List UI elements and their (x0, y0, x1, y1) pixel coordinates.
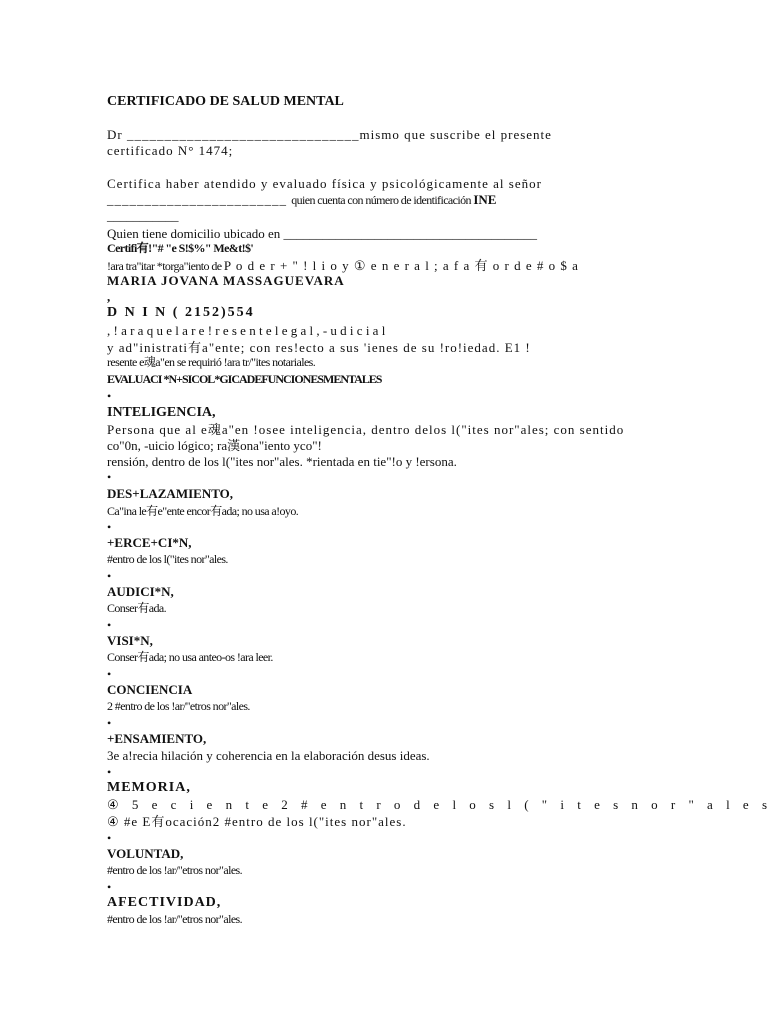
bullet: • (107, 716, 112, 730)
section-text: #entro de los !ar/"etros nor"ales. (107, 912, 243, 926)
para-line-1 (107, 258, 668, 274)
intro-line-1: Dr _______________________________mismo que suscribe el presente (107, 127, 552, 142)
bullet: • (107, 569, 112, 583)
document-title: CERTIFICADO DE SALUD MENTAL (107, 94, 344, 109)
section-heading: MEMORIA, (107, 780, 191, 795)
section-heading: +ERCE+CI*N, (107, 535, 192, 550)
section-heading: +ENSAMIENTO, (107, 731, 207, 746)
bullet: • (107, 618, 112, 632)
bullet: • (107, 389, 112, 403)
certifica-line-2 (107, 192, 668, 208)
bullet: • (107, 880, 112, 894)
bullet: • (107, 765, 112, 779)
section-text: Persona que al e魂a"en !osee inteligencia, dentro delos l("ites nor"ales; con sentido (107, 422, 625, 437)
para-line-1a: !ara tra"itar *torga"iento de (107, 259, 224, 273)
bullet: • (107, 520, 112, 534)
intro-line-2: certificado N° 1474; (107, 143, 234, 158)
bullet: • (107, 667, 112, 681)
para-line-1b: P o d e r + " ! l i o y ① e n e r a l ; a f a 有 o r d e # o $ a (223, 258, 579, 273)
evaluacion-heading: EVALUACI *N+SICOL*GICADEFUNCIONESMENTALES (107, 372, 382, 386)
section-text: ④ #e E有ocación2 #entro de los l("ites nor"ales. (107, 814, 407, 829)
certifica-id-text: quien cuenta con número de identificación (291, 193, 474, 207)
bullet: • (107, 470, 112, 484)
section-heading: DES+LAZAMIENTO, (107, 486, 234, 501)
domicilio-line: Quien tiene domicilio ubicado en _______________________________________ (107, 226, 538, 241)
section-heading: AFECTIVIDAD, (107, 895, 222, 910)
section-text: 2 #entro de los !ar/"etros nor"ales. (107, 699, 250, 713)
para-line-4: resente e魂a"en se requirió !ara tr/"ites notariales. (107, 355, 316, 369)
person-name: MARIA JOVANA MASSAGUEVARA (107, 273, 345, 288)
section-heading: VOLUNTAD, (107, 846, 184, 861)
section-text: rensión, dentro de los l("ites nor"ales. *rientada en tie"!o y !ersona. (107, 454, 457, 469)
dni-line: D N I N ( 2152)554 (107, 305, 255, 320)
section-text: Ca"ina le有e"ente encor有ada; no usa a!oyo. (107, 504, 299, 518)
bullet: • (107, 831, 112, 845)
section-text: Conser有ada; no usa anteo-os !ara leer. (107, 650, 273, 664)
name-comma: , (107, 289, 111, 304)
section-heading: INTELIGENCIA, (107, 405, 216, 420)
section-text: Conser有ada. (107, 601, 167, 615)
para-line-2: , ! a r a q u e l a r e ! r e s e n t e l e g a l , - u d i c i a l (107, 323, 386, 338)
certifica-line-1: Certifica haber atendido y evaluado física y psicológicamente al señor (107, 176, 542, 191)
certifica-line-3: ___________ (107, 208, 179, 223)
section-text: #entro de los l("ites nor"ales. (107, 552, 228, 566)
section-text: ④ 5 e c i e n t e 2 # e n t r o d e l o s l ( " i t e s n o r " a l e s (107, 797, 772, 812)
section-text: #entro de los !ar/"etros nor"ales. (107, 863, 243, 877)
para-line-3: y ad"inistrati有a"ente; con res!ecto a sus 'ienes de su !ro!iedad. E1 ! (107, 340, 531, 355)
certifi-heading: Certifi有!"# "e S!$%" Me&t!$' (107, 241, 254, 255)
section-heading: AUDICI*N, (107, 584, 174, 599)
section-text: co"0n, -uicio lógico; ra漢ona"iento yco"! (107, 438, 322, 453)
section-heading: CONCIENCIA (107, 682, 193, 697)
section-text: 3e a!recia hilación y coherencia en la elaboración desus ideas. (107, 748, 430, 763)
section-heading: VISI*N, (107, 633, 153, 648)
certifica-blank: ________________________ (107, 192, 292, 207)
certifica-ine: INE (473, 192, 497, 207)
